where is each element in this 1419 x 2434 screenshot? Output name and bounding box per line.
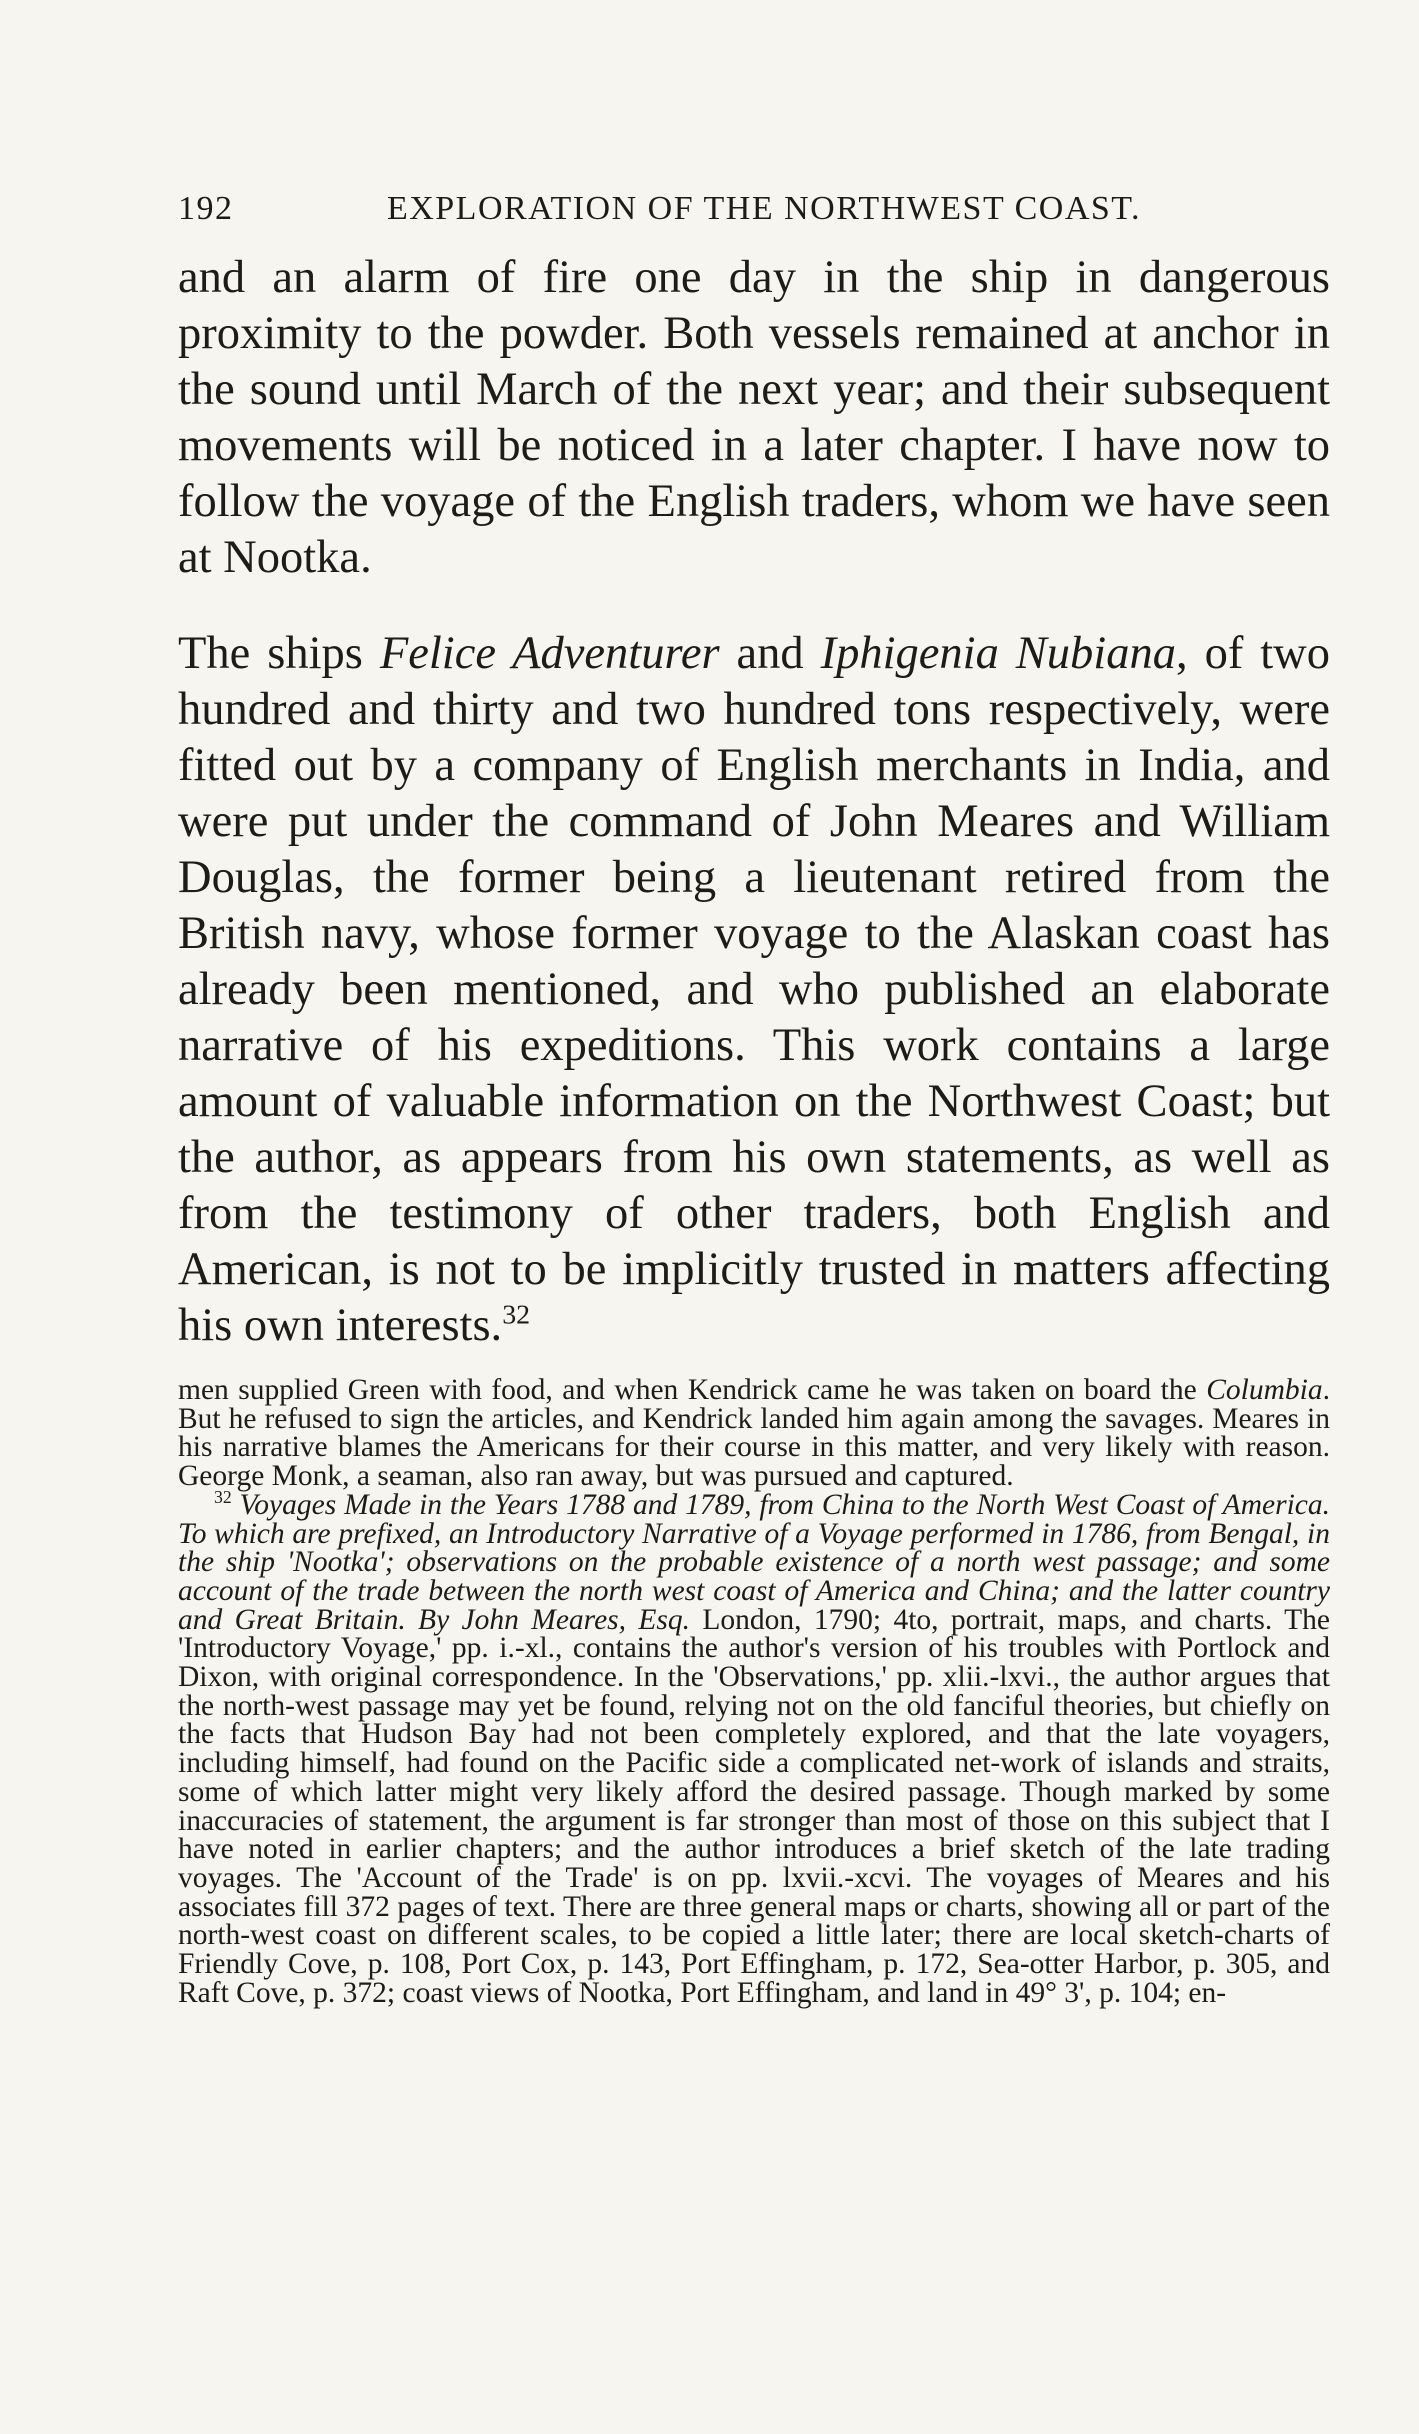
paragraph: and an alarm of fire one day in the ship in dangerous proximity to the powder. Both vessels remained at anchor in the sound until March of the next year; and their subsequent movements will be noticed in a later chapter. I have now to follow the voyage of the English traders, whom we have seen at Nootka. (178, 252, 1330, 583)
ship-name: Columbia (1206, 1374, 1323, 1406)
footnote-number: 32 (214, 1486, 232, 1507)
text-run: , of two hundred and thirty and two hundred tons respectively, were fitted out by a company of English merchants in India, and were put under the command of John Meares and William Douglas, the former being a lieutenant retired from the British navy, whose former voyage to the Alaskan coast has already been mentioned, and who published an elaborate narrative of his expeditions. This work contains a large amount of valuable information on the Northwest Coast; but the author, as appears from his own statements, as well as from the testimony of other traders, both English and American, is not to be implicitly trusted in matters affecting his own interests. (178, 628, 1331, 1351)
footnote-continued (178, 1376, 1330, 1491)
main-text (178, 250, 1330, 1354)
text-run: London, 1790; 4to, portrait, maps, and charts. The 'Introductory Voyage,' pp. i.-xl., contains the author's version of his troubles with Portlock and Dixon, with original correspondence. In the 'Observations,' pp. xlii.-lxvi., the author argues that the north-west passage may yet be found, relying not on the old fanciful theories, but chiefly on the facts that Hudson Bay had not been completely explored, and that the late voyagers, including himself, had found on the Pacific side a complicated net-work of islands and straits, some of which latter might very likely afford the desired passage. Though marked by some inaccuracies of statement, the argument is far stronger than most of those on this subject that I have noted in earlier chapters; and the author introduces a brief sketch of the late trading voyages. The 'Account of the Trade' is on pp. lxvii.-xcvi. The voyages of Meares and his associates fill 372 pages of text. There are three general maps or charts, showing all or part of the north-west coast on different scales, to be copied a little later; there are local sketch-charts of Friendly Cove, p. 108, Port Cox, p. 143, Port Effingham, p. 172, Sea-otter Harbor, p. 305, and Raft Cove, p. 372; coast views of Nootka, Port Effingham, and land in 49° 3', p. 104; en- (178, 1603, 1330, 2009)
ship-name: Iphigenia Nubiana (820, 628, 1176, 679)
ship-name: Felice Adventurer (379, 628, 720, 679)
paragraph (178, 626, 1330, 1354)
page-number: 192 (178, 190, 234, 227)
text-run: . But he refused to sign the articles, and Kendrick landed him again among the savages. Meares in his narrative blames the Americans for their course in this matter, and very likely with reason. George Monk, a seaman, also ran away, but was pursued and captured. (178, 1374, 1330, 1493)
text-run: The ships (178, 628, 380, 679)
book-page (178, 190, 1330, 2007)
footnotes (178, 1376, 1330, 2007)
page-header (178, 190, 1330, 250)
book-title: Voyages Made in the Years 1788 and 1789, from China to the North West Coast of America. To which are prefixed, an Introductory Narrative of a Voyage performed in 1786, from Bengal, in the ship 'Nootka'; observations on the probable existence of a north west passage; and some account of the trade between the north west coast of America and China; and the latter country and Great Britain. By John Meares, Esq. (178, 1488, 1330, 1636)
text-run: and (719, 628, 821, 679)
footnote-reference: 32 (502, 1299, 531, 1331)
text-run: men supplied Green with food, and when Kendrick came he was taken on board the (178, 1374, 1207, 1406)
running-head: EXPLORATION OF THE NORTHWEST COAST. (386, 190, 1142, 227)
footnote-32 (178, 1486, 1330, 2009)
